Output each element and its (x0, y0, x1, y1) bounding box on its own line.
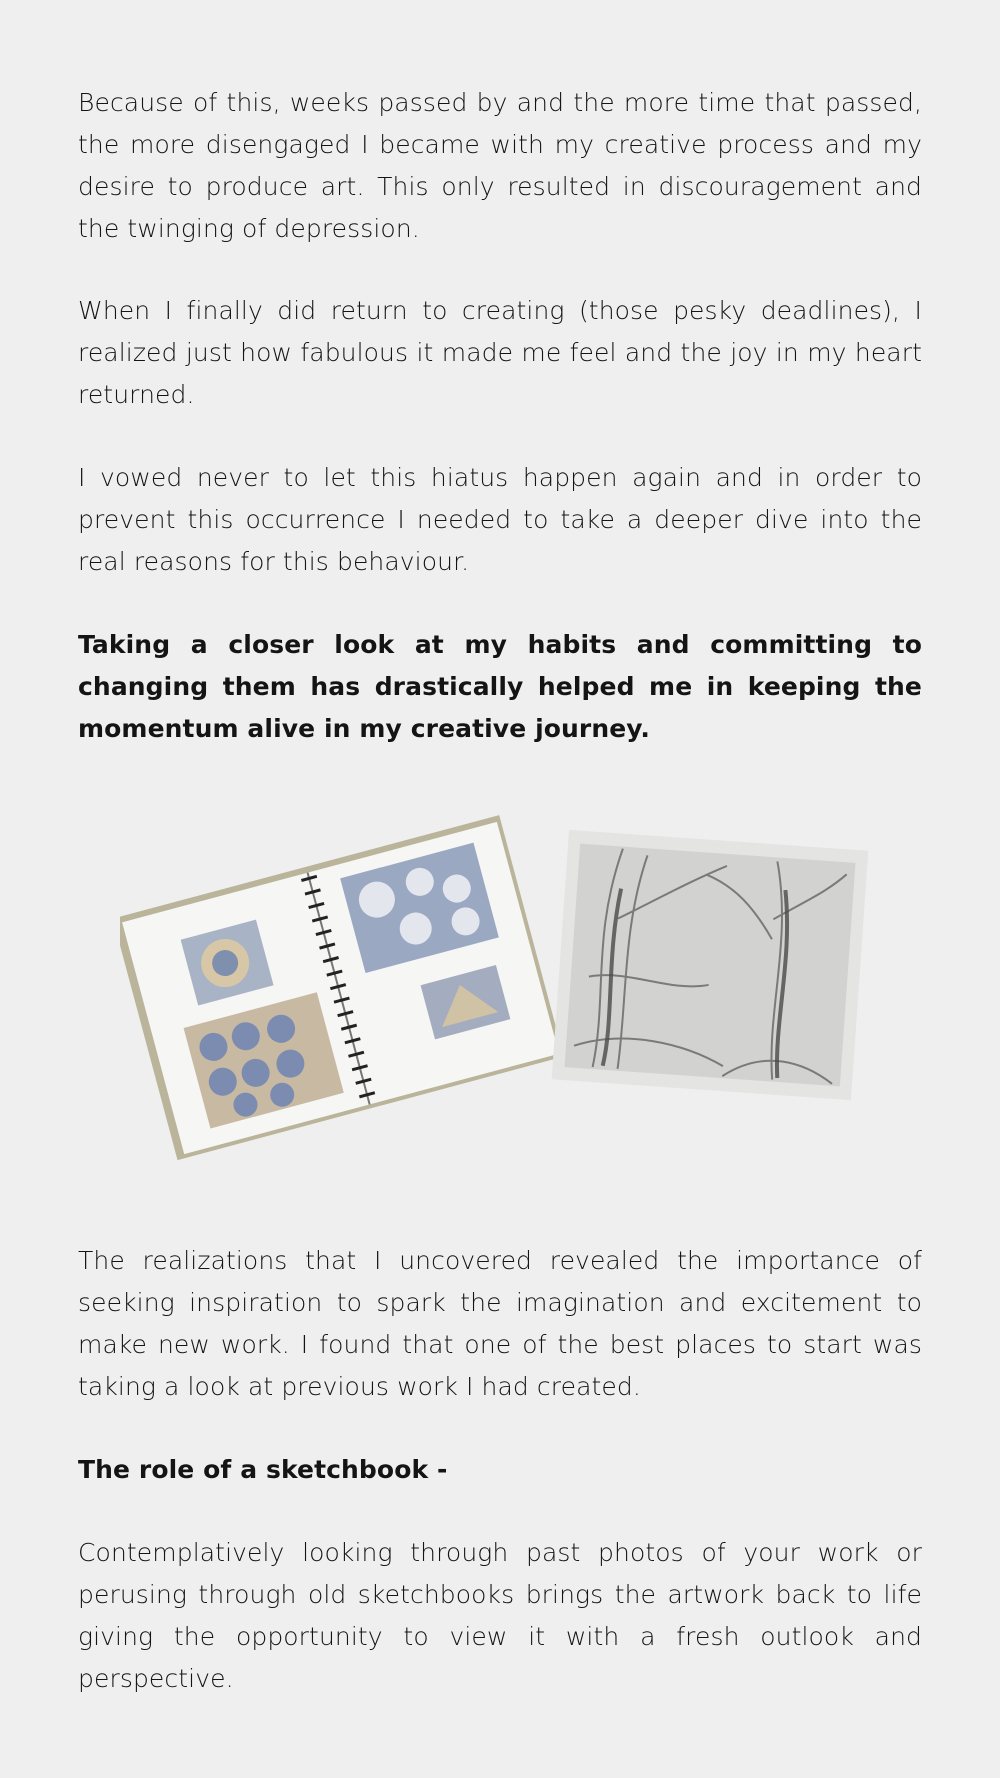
paragraph-vowed-never: I vowed never to let this hiatus happen again and in order to prevent this occurrence I needed to take a deeper dive into the real reasons for this behaviour. (78, 463, 922, 576)
paragraph-closer-look-bold: Taking a closer look at my habits and committing to changing them has drastically helped me in keeping the momentum alive in my creative journey. (78, 630, 922, 743)
paragraph-realizations: The realizations that I uncovered revealed the importance of seeking inspiration to spark the imagination and excitement to make new work. I found that one of the best places to start was taking a look at previous work I had created. (78, 1246, 922, 1401)
paragraph-return-to-creating: When I finally did return to creating (those pesky deadlines), I realized just how fabulous it made me feel and the joy in my heart returned. (78, 296, 922, 409)
paragraph-contemplatively: Contemplatively looking through past photos of your work or perusing through old sketchbooks brings the artwork back to life giving the opportunity to view it with a fresh outlook and perspective. (78, 1538, 922, 1693)
subheading-role-of-sketchbook: The role of a sketchbook - (78, 1455, 448, 1484)
sketchbook-photo (120, 780, 920, 1180)
paragraph-weeks-passed: Because of this, weeks passed by and the more time that passed, the more disengaged I became with my creative process and my desire to produce art. This only resulted in discouragement and the twinging of depression. (78, 88, 922, 243)
